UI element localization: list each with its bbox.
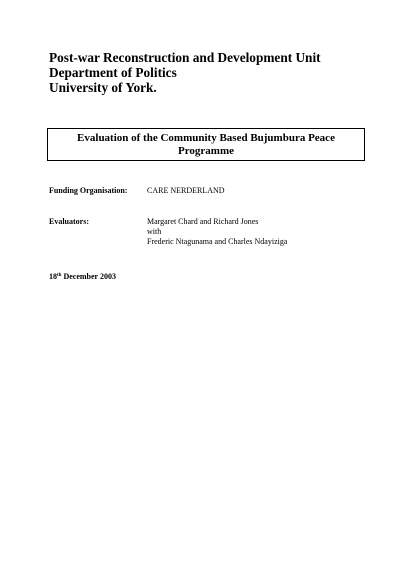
funding-label: Funding Organisation: [49, 186, 128, 195]
report-date [49, 272, 116, 282]
report-title-box [47, 128, 365, 161]
institution-header [49, 50, 321, 95]
date-suffix: th [57, 273, 62, 278]
evaluators-label: Evaluators: [49, 217, 89, 226]
evaluators-line-1: Margaret Chard and Richard Jones [147, 217, 259, 226]
evaluators-list [147, 217, 287, 247]
report-title-line-1: Evaluation of the Community Based Bujumbura Peace [77, 132, 335, 144]
evaluators-line-2: with [147, 227, 162, 236]
report-title-line-2: Programme [178, 145, 234, 157]
funding-value: CARE NERDERLAND [147, 186, 225, 195]
university-name: University of York. [49, 80, 157, 95]
unit-name: Post-war Reconstruction and Development Unit [49, 50, 321, 65]
date-rest: December 2003 [61, 272, 116, 281]
department-name: Department of Politics [49, 65, 177, 80]
evaluators-line-3: Frederic Ntagunama and Charles Ndayiziga [147, 237, 288, 246]
date-day: 18 [49, 272, 57, 281]
